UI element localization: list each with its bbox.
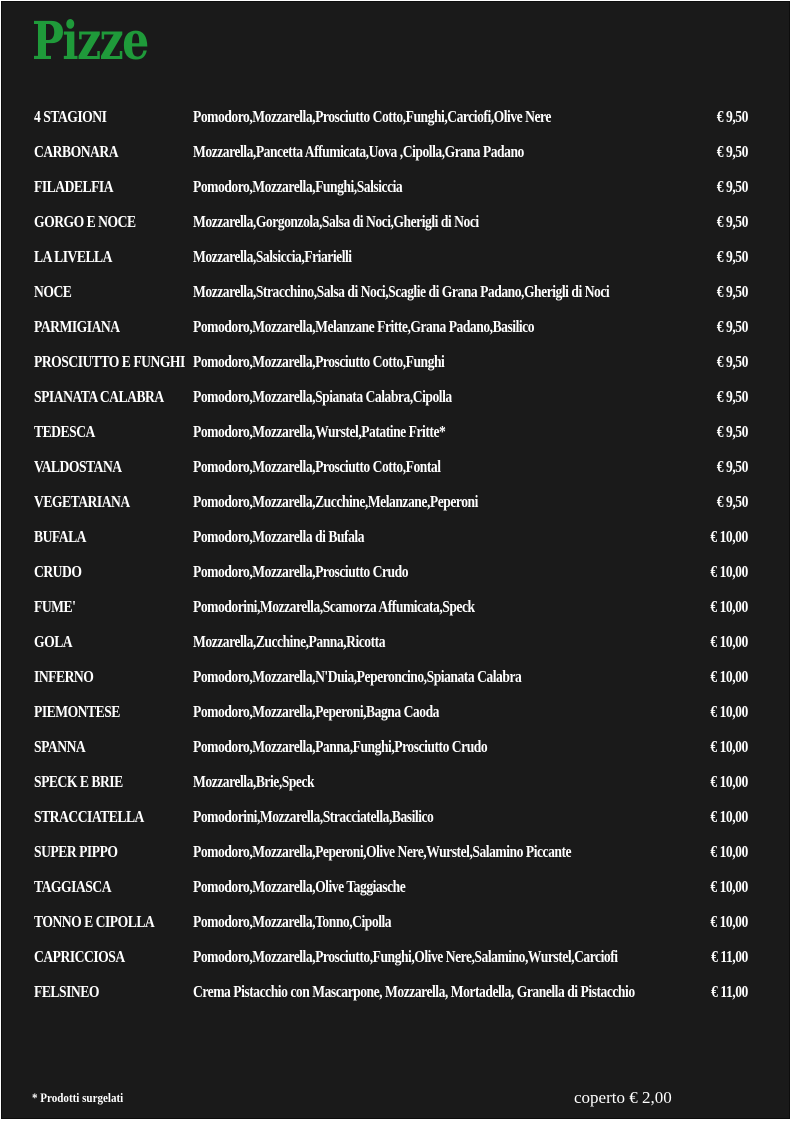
pizza-name: SPIANATA CALABRA — [34, 387, 164, 406]
menu-item — [2, 204, 789, 239]
pizza-name: SPANNA — [34, 737, 86, 756]
menu-page — [1, 1, 790, 1119]
pizza-price: € 10,00 — [710, 737, 748, 756]
pizza-name: NOCE — [34, 282, 72, 301]
pizza-price: € 9,50 — [716, 142, 748, 161]
pizza-name: BUFALA — [34, 527, 87, 546]
menu-item — [2, 659, 789, 694]
pizza-name: 4 STAGIONI — [34, 107, 107, 126]
coperto-price: coperto € 2,00 — [574, 1088, 672, 1107]
pizza-name: INFERNO — [34, 667, 94, 686]
pizza-ingredients: Crema Pistacchio con Mascarpone, Mozzarella, Mortadella, Granella di Pistacchio — [193, 982, 635, 1001]
pizza-name: PROSCIUTTO E FUNGHI — [34, 352, 185, 371]
menu-item — [2, 309, 789, 344]
pizza-ingredients: Pomodoro,Mozzarella,Prosciutto Crudo — [193, 562, 409, 581]
pizza-ingredients: Pomodoro,Mozzarella,Tonno,Cipolla — [193, 912, 392, 931]
menu-item — [2, 834, 789, 869]
pizza-ingredients: Pomodoro,Mozzarella di Bufala — [193, 527, 365, 546]
pizza-price: € 9,50 — [716, 457, 748, 476]
pizza-price: € 9,50 — [716, 212, 748, 231]
pizza-price: € 10,00 — [710, 597, 748, 616]
pizza-ingredients: Pomodoro,Mozzarella,Wurstel,Patatine Fritte* — [193, 422, 446, 441]
pizza-name: STRACCIATELLA — [34, 807, 144, 826]
menu-item — [2, 904, 789, 939]
pizza-ingredients: Mozzarella,Stracchino,Salsa di Noci,Scaglie di Grana Padano,Gherigli di Noci — [193, 282, 610, 301]
menu-item — [2, 134, 789, 169]
menu-item — [2, 974, 789, 1009]
footnote: * Prodotti surgelati — [32, 1090, 124, 1105]
pizza-ingredients: Pomodorini,Mozzarella,Stracciatella,Basilico — [193, 807, 434, 826]
pizza-price: € 9,50 — [716, 352, 748, 371]
pizza-price: € 10,00 — [710, 877, 748, 896]
menu-item — [2, 799, 789, 834]
menu-item — [2, 939, 789, 974]
pizza-ingredients: Pomodoro,Mozzarella,N'Duia,Peperoncino,Spianata Calabra — [193, 667, 522, 686]
pizza-ingredients: Pomodoro,Mozzarella,Prosciutto Cotto,Funghi,Carciofi,Olive Nere — [193, 107, 551, 126]
pizza-ingredients: Pomodoro,Mozzarella,Prosciutto,Funghi,Olive Nere,Salamino,Wurstel,Carciofi — [193, 947, 618, 966]
pizza-ingredients: Mozzarella,Pancetta Affumicata,Uova ,Cipolla,Grana Padano — [193, 142, 524, 161]
menu-list — [2, 99, 789, 1009]
pizza-name: VEGETARIANA — [34, 492, 130, 511]
pizza-price: € 9,50 — [716, 107, 748, 126]
pizza-ingredients: Pomodoro,Mozzarella,Funghi,Salsiccia — [193, 177, 403, 196]
pizza-ingredients: Pomodoro,Mozzarella,Peperoni,Olive Nere,Wurstel,Salamino Piccante — [193, 842, 572, 861]
menu-item — [2, 99, 789, 134]
pizza-ingredients: Mozzarella,Zucchine,Panna,Ricotta — [193, 632, 386, 651]
pizza-name: CRUDO — [34, 562, 82, 581]
pizza-name: CARBONARA — [34, 142, 119, 161]
menu-item — [2, 414, 789, 449]
pizza-name: CAPRICCIOSA — [34, 947, 125, 966]
pizza-price: € 10,00 — [710, 702, 748, 721]
pizza-price: € 11,00 — [711, 982, 748, 1001]
menu-item — [2, 869, 789, 904]
pizza-price: € 10,00 — [710, 562, 748, 581]
pizza-price: € 9,50 — [716, 422, 748, 441]
pizza-ingredients: Pomodorini,Mozzarella,Scamorza Affumicata,Speck — [193, 597, 475, 616]
pizza-name: SUPER PIPPO — [34, 842, 118, 861]
pizza-price: € 9,50 — [716, 247, 748, 266]
pizza-ingredients: Pomodoro,Mozzarella,Prosciutto Cotto,Funghi — [193, 352, 445, 371]
pizza-ingredients: Pomodoro,Mozzarella,Prosciutto Cotto,Fontal — [193, 457, 441, 476]
menu-item — [2, 519, 789, 554]
menu-item — [2, 554, 789, 589]
menu-item — [2, 624, 789, 659]
pizza-ingredients: Mozzarella,Brie,Speck — [193, 772, 315, 791]
menu-item — [2, 449, 789, 484]
pizza-ingredients: Mozzarella,Gorgonzola,Salsa di Noci,Gherigli di Noci — [193, 212, 479, 231]
pizza-name: TAGGIASCA — [34, 877, 112, 896]
pizza-price: € 10,00 — [710, 842, 748, 861]
pizza-ingredients: Pomodoro,Mozzarella,Melanzane Fritte,Grana Padano,Basilico — [193, 317, 535, 336]
pizza-price: € 10,00 — [710, 912, 748, 931]
menu-item — [2, 274, 789, 309]
pizza-price: € 9,50 — [716, 282, 748, 301]
pizza-price: € 10,00 — [710, 632, 748, 651]
menu-item — [2, 729, 789, 764]
pizza-ingredients: Pomodoro,Mozzarella,Olive Taggiasche — [193, 877, 406, 896]
pizza-name: FILADELFIA — [34, 177, 114, 196]
menu-item — [2, 239, 789, 274]
pizza-price: € 9,50 — [716, 492, 748, 511]
menu-item — [2, 589, 789, 624]
pizza-ingredients: Pomodoro,Mozzarella,Spianata Calabra,Cipolla — [193, 387, 452, 406]
menu-item — [2, 484, 789, 519]
pizza-name: GORGO E NOCE — [34, 212, 136, 231]
pizza-price: € 9,50 — [716, 387, 748, 406]
pizza-ingredients: Mozzarella,Salsiccia,Friarielli — [193, 247, 352, 266]
menu-item — [2, 379, 789, 414]
pizza-price: € 10,00 — [710, 807, 748, 826]
pizza-ingredients: Pomodoro,Mozzarella,Zucchine,Melanzane,Peperoni — [193, 492, 478, 511]
pizza-name: VALDOSTANA — [34, 457, 122, 476]
menu-item — [2, 764, 789, 799]
pizza-name: TEDESCA — [34, 422, 95, 441]
pizza-price: € 9,50 — [716, 177, 748, 196]
pizza-price: € 9,50 — [716, 317, 748, 336]
pizza-name: LA LIVELLA — [34, 247, 112, 266]
pizza-ingredients: Pomodoro,Mozzarella,Panna,Funghi,Prosciutto Crudo — [193, 737, 488, 756]
page-title: Pizze — [32, 11, 148, 72]
menu-item — [2, 344, 789, 379]
pizza-price: € 11,00 — [711, 947, 748, 966]
pizza-price: € 10,00 — [710, 527, 748, 546]
pizza-name: FUME' — [34, 597, 76, 616]
pizza-price: € 10,00 — [710, 667, 748, 686]
pizza-name: SPECK E BRIE — [34, 772, 123, 791]
pizza-name: PIEMONTESE — [34, 702, 120, 721]
pizza-name: PARMIGIANA — [34, 317, 120, 336]
pizza-name: FELSINEO — [34, 982, 99, 1001]
menu-item — [2, 169, 789, 204]
pizza-price: € 10,00 — [710, 772, 748, 791]
pizza-ingredients: Pomodoro,Mozzarella,Peperoni,Bagna Caoda — [193, 702, 439, 721]
menu-item — [2, 694, 789, 729]
pizza-name: GOLA — [34, 632, 73, 651]
pizza-name: TONNO E CIPOLLA — [34, 912, 155, 931]
